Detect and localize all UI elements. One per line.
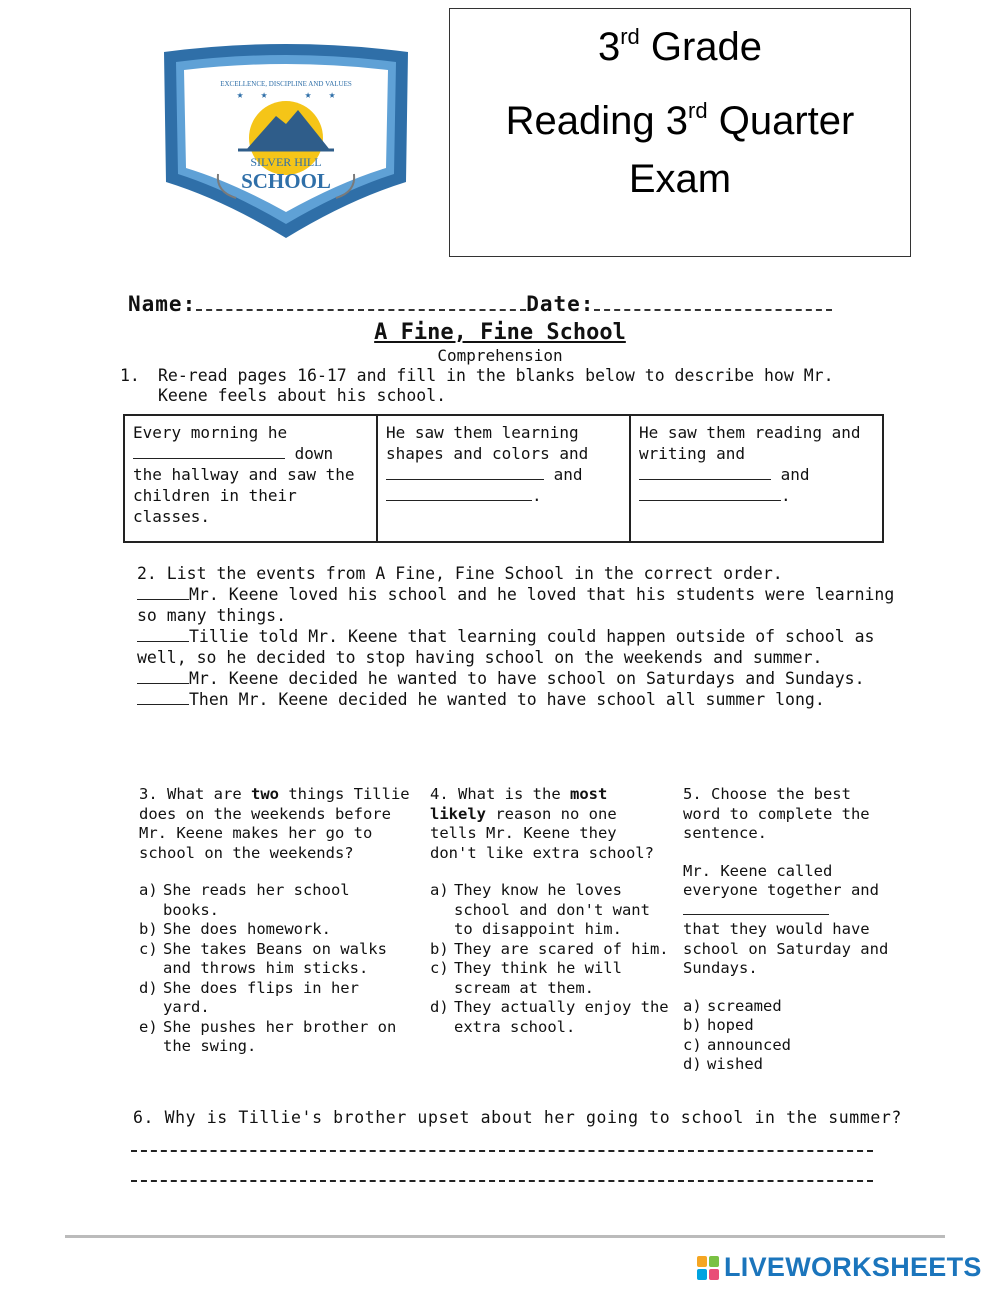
q6-answer-line-2[interactable] [131, 1180, 873, 1182]
exam-title-box [449, 8, 911, 257]
question-5 [683, 785, 893, 1075]
q6-prompt: 6. Why is Tillie's brother upset about her going to school in the summer? [133, 1108, 902, 1127]
name-date-row [128, 292, 832, 316]
q1-blank-5[interactable] [639, 487, 781, 501]
q5-option-a[interactable]: a) screamed [683, 996, 782, 1015]
q5-option-b[interactable]: b) hoped [683, 1016, 754, 1034]
logo-motto: EXCELLENCE, DISCIPLINE AND VALUES [220, 80, 352, 88]
q2-order-blank-3[interactable] [137, 670, 189, 684]
q2-event-4: Then Mr. Keene decided he wanted to have school all summer long. [137, 689, 897, 710]
question-4 [430, 785, 670, 1037]
q1-cell-3: He saw them reading and writing and and . [639, 423, 861, 505]
q4-option-c[interactable]: c) They think he will scream at them. [430, 959, 622, 997]
q2-order-blank-1[interactable] [137, 586, 189, 600]
q2-event-3: Mr. Keene decided he wanted to have school on Saturdays and Sundays. [137, 668, 897, 689]
q1-blank-1[interactable] [133, 445, 285, 459]
question-3 [139, 785, 414, 1057]
school-logo [158, 42, 414, 242]
q4-option-d[interactable]: d) They actually enjoy the extra school. [430, 998, 669, 1036]
q3-prompt: 3. What are two things Tillie does on the weekends before Mr. Keene makes her go to school on the weekends? [139, 785, 410, 862]
name-label: Name: [128, 292, 197, 316]
liveworksheets-logo [697, 1252, 982, 1283]
q3-option-b[interactable]: b) She does homework. [139, 920, 331, 938]
q2-prompt: 2. List the events from A Fine, Fine School in the correct order. [137, 564, 783, 583]
q1-text: Re-read pages 16-17 and fill in the blanks below to describe how Mr. Keene feels about his school. [158, 366, 834, 405]
q3-option-d[interactable]: d) She does flips in her yard. [139, 978, 359, 1016]
subject-title: Reading 3rd Quarter [505, 98, 855, 143]
logo-name-top: SILVER HILL [250, 155, 322, 169]
svg-text:★: ★ [328, 88, 336, 101]
q5-option-c[interactable]: c) announced [683, 1035, 791, 1054]
q2-event-1: Mr. Keene loved his school and he loved that his students were learning so many things. [137, 585, 895, 625]
q5-blank[interactable] [683, 901, 829, 915]
q1-cell-2: He saw them learning shapes and colors and and . [378, 416, 631, 541]
q2-order-blank-4[interactable] [137, 691, 189, 705]
q5-prompt: 5. Choose the best word to complete the sentence. [683, 785, 870, 842]
q5-option-d[interactable]: d) wished [683, 1055, 763, 1073]
q1-blank-2[interactable] [386, 466, 544, 480]
q4-option-a[interactable]: a) They know he loves school and don't want to disappoint him. [430, 881, 650, 938]
q4-option-b[interactable]: b) They are scared of him. [430, 939, 669, 958]
date-field[interactable] [594, 297, 832, 311]
question-2 [137, 563, 897, 710]
q4-prompt: 4. What is the most likely reason no one tells Mr. Keene they don't like extra school? [430, 785, 654, 862]
liveworksheets-brand: LIVEWORKSHEETS [724, 1252, 982, 1282]
story-title: A Fine, Fine School [374, 320, 626, 345]
question-1 [120, 366, 880, 406]
q5-sentence: Mr. Keene called everyone together and that they would have school on Saturday and Sundays. [683, 861, 889, 977]
q1-number: 1. [120, 366, 140, 385]
story-subtitle: Comprehension [437, 346, 563, 365]
svg-text:★: ★ [260, 88, 268, 101]
q3-option-e[interactable]: e) She pushes her brother on the swing. [139, 1017, 397, 1055]
q3-option-a[interactable]: a) She reads her school books. [139, 881, 350, 919]
footer-divider [65, 1235, 945, 1238]
logo-name-bottom: SCHOOL [241, 169, 331, 193]
q2-order-blank-2[interactable] [137, 628, 189, 642]
q2-event-2: Tillie told Mr. Keene that learning could happen outside of school as well, so he decided to stop having school on the weekends and summer. [137, 627, 875, 667]
q1-table [123, 414, 884, 543]
q3-option-c[interactable]: c) She takes Beans on walks and throws him sticks. [139, 939, 387, 977]
exam-label: Exam [628, 157, 732, 201]
grade-title: 3rd Grade [597, 24, 763, 69]
svg-text:★: ★ [304, 88, 312, 101]
svg-text:★: ★ [236, 88, 244, 101]
q1-blank-4[interactable] [639, 466, 771, 480]
date-label: Date: [526, 292, 595, 316]
q1-cell-1: Every morning he down the hallway and saw the children in their classes. [125, 416, 378, 541]
name-field[interactable] [196, 297, 526, 311]
liveworksheets-icon [697, 1256, 719, 1280]
q1-blank-3[interactable] [386, 487, 532, 501]
q6-answer-line-1[interactable] [131, 1150, 873, 1152]
